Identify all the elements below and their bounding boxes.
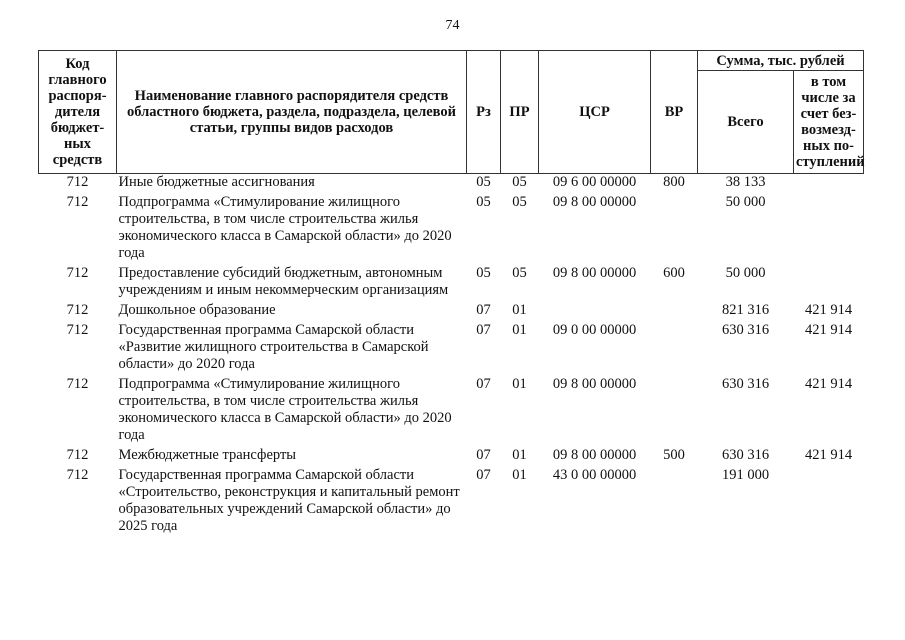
row-rz: 07 <box>476 467 491 483</box>
row-code: 712 <box>66 174 89 190</box>
row-rz: 07 <box>476 447 491 463</box>
header-pr: ПР <box>501 51 539 174</box>
row-name: Подпрограмма «Стимулирование жилищного строительства, в том числе строительства жилья экономического класса в Самарской области» до 2020 года <box>118 376 452 443</box>
row-name: Иные бюджетные ассигнования <box>118 174 315 190</box>
row-csr: 09 0 00 00000 <box>552 322 637 338</box>
row-total: 50 000 <box>725 265 766 281</box>
row-pr: 01 <box>512 376 527 392</box>
row-grants <box>794 265 864 302</box>
header-name: Наименование главного распорядителя средств областного бюджета, раздела, подраздела, целевой статьи, группы видов расходов <box>117 51 467 174</box>
row-rz: 07 <box>476 376 491 392</box>
row-csr <box>539 302 651 322</box>
header-rz: Рз <box>467 51 501 174</box>
row-total: 630 316 <box>721 447 770 463</box>
row-pr: 01 <box>512 302 527 318</box>
row-vr: 500 <box>663 447 685 463</box>
row-rz: 05 <box>476 174 491 190</box>
header-csr: ЦСР <box>539 51 651 174</box>
table-row <box>39 194 864 265</box>
row-csr: 09 6 00 00000 <box>552 174 637 190</box>
header-grants: в том числе за счет без-возмезд-ных по-ступлений <box>794 71 864 174</box>
row-rz: 07 <box>476 302 491 318</box>
table-row <box>39 322 864 376</box>
row-code: 712 <box>66 467 89 483</box>
row-name: Предоставление субсидий бюджетным, автономным учреждениям и иным некоммерческим организациям <box>118 265 449 298</box>
header-code: Код главного распоря-дителя бюджет-ных средств <box>39 51 117 174</box>
row-vr <box>651 194 698 265</box>
row-total: 38 133 <box>725 174 766 190</box>
row-name: Государственная программа Самарской области «Строительство, реконструкция и капитальный ремонт образовательных учреждений Самарской области» до 2025 года <box>118 467 460 534</box>
row-name: Подпрограмма «Стимулирование жилищного строительства, в том числе строительства жилья экономического класса в Самарской области» до 2020 года <box>118 194 452 261</box>
row-csr: 43 0 00 00000 <box>552 467 637 483</box>
row-csr: 09 8 00 00000 <box>552 194 637 210</box>
table-row <box>39 302 864 322</box>
row-csr: 09 8 00 00000 <box>552 376 637 392</box>
row-pr: 01 <box>512 322 527 338</box>
row-total: 630 316 <box>721 322 770 338</box>
row-grants: 421 914 <box>804 322 853 338</box>
budget-table <box>38 50 864 538</box>
row-grants: 421 914 <box>804 302 853 318</box>
row-total: 630 316 <box>721 376 770 392</box>
table-row <box>39 467 864 538</box>
row-total: 821 316 <box>721 302 770 318</box>
row-code: 712 <box>66 194 89 210</box>
table-row <box>39 447 864 467</box>
row-vr <box>651 322 698 376</box>
row-grants <box>794 174 864 195</box>
table-body <box>39 174 864 539</box>
table-row <box>39 376 864 447</box>
header-total: Всего <box>698 71 794 174</box>
row-grants <box>794 467 864 538</box>
row-vr: 800 <box>663 174 685 190</box>
row-rz: 05 <box>476 265 491 281</box>
row-name: Межбюджетные трансферты <box>118 447 297 463</box>
row-grants: 421 914 <box>804 447 853 463</box>
row-code: 712 <box>66 447 89 463</box>
row-rz: 05 <box>476 194 491 210</box>
row-rz: 07 <box>476 322 491 338</box>
row-csr: 09 8 00 00000 <box>552 265 637 281</box>
table-header <box>39 51 864 174</box>
header-sum: Сумма, тыс. рублей <box>698 51 864 71</box>
row-code: 712 <box>66 322 89 338</box>
row-vr <box>651 467 698 538</box>
row-total: 50 000 <box>725 194 766 210</box>
row-vr: 600 <box>663 265 685 281</box>
row-name: Государственная программа Самарской области «Развитие жилищного строительства в Самарской области» до 2020 года <box>118 322 429 372</box>
page-number: 74 <box>445 18 460 33</box>
row-pr: 05 <box>512 174 527 190</box>
row-code: 712 <box>66 265 89 281</box>
row-pr: 05 <box>512 194 527 210</box>
table-row <box>39 174 864 195</box>
row-pr: 01 <box>512 467 527 483</box>
row-grants <box>794 194 864 265</box>
row-code: 712 <box>66 302 89 318</box>
table-row <box>39 265 864 302</box>
row-pr: 05 <box>512 265 527 281</box>
header-vr: ВР <box>651 51 698 174</box>
row-name: Дошкольное образование <box>118 302 276 318</box>
row-total: 191 000 <box>721 467 770 483</box>
row-csr: 09 8 00 00000 <box>552 447 637 463</box>
row-vr <box>651 302 698 322</box>
row-pr: 01 <box>512 447 527 463</box>
row-vr <box>651 376 698 447</box>
row-grants: 421 914 <box>804 376 853 392</box>
row-code: 712 <box>66 376 89 392</box>
